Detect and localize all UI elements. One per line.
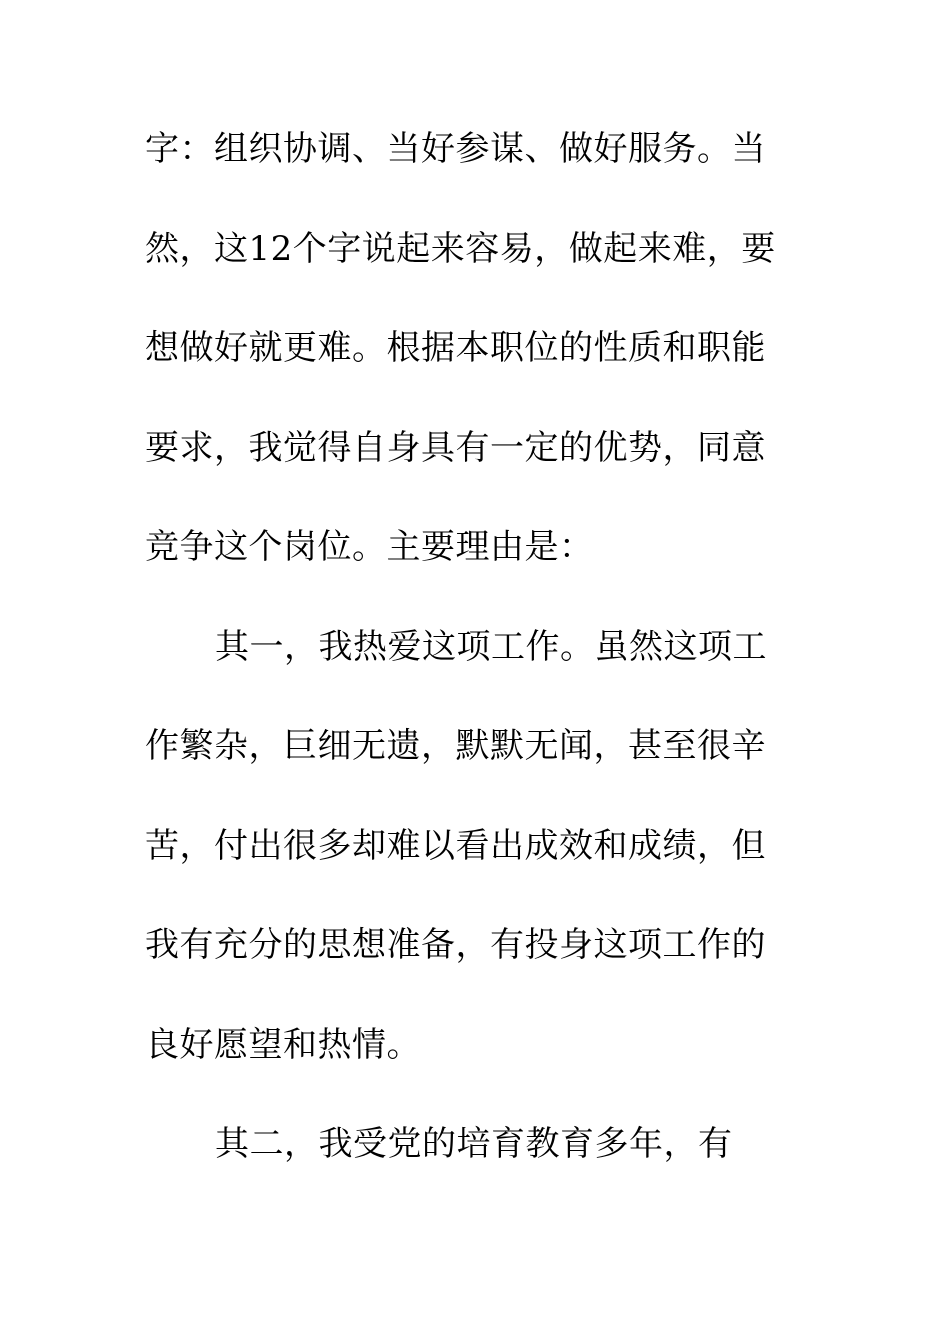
text-line: 竞争这个岗位。主要理由是： <box>145 527 594 567</box>
text-line: 想做好就更难。根据本职位的性质和职能 <box>145 328 766 368</box>
text-line: 苦，付出很多却难以看出成效和成绩，但 <box>145 825 766 866</box>
paragraph-start-line: 其二，我受党的培育教育多年，有 <box>215 1124 733 1164</box>
body-text <box>145 124 805 1219</box>
text-line: 字：组织协调、当好参谋、做好服务。当 <box>145 129 766 169</box>
text-line: 然，这12个字说起来容易，做起来难，要 <box>145 228 776 269</box>
text-line: 我有充分的思想准备，有投身这项工作的 <box>145 925 766 965</box>
text-line: 要求，我觉得自身具有一定的优势，同意 <box>145 427 766 468</box>
paragraph-start-line: 其一，我热爱这项工作。虽然这项工 <box>215 626 767 667</box>
text-line: 作繁杂，巨细无遗，默默无闻，甚至很辛 <box>145 726 766 766</box>
text-line: 良好愿望和热情。 <box>145 1024 421 1065</box>
